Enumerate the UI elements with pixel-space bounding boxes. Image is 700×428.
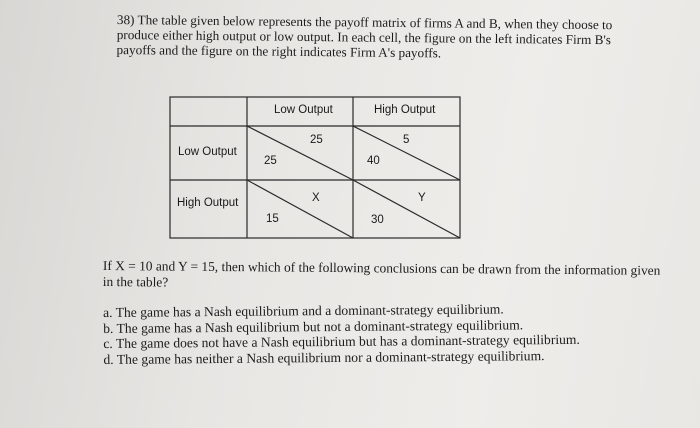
row-header-high-output: High Output bbox=[177, 197, 239, 209]
payoff-matrix bbox=[169, 96, 461, 239]
option-d: d. The game has neither a Nash equilibrium nor a dominant-strategy equilibrium. bbox=[103, 347, 545, 367]
diagonal-line bbox=[353, 180, 460, 238]
col-header-high-output: High Output bbox=[374, 104, 436, 116]
payoff-firm-b: 30 bbox=[371, 214, 384, 226]
option-b: b. The game has a Nash equilibrium but not a dominant-strategy equilibrium. bbox=[103, 316, 524, 336]
payoff-firm-a: X bbox=[312, 192, 320, 204]
question-prompt: If X = 10 and Y = 15, then which of the following conclusions can be drawn from the information given in the table? bbox=[102, 258, 661, 290]
row-header-low-output: Low Output bbox=[178, 146, 237, 158]
payoff-firm-b: 15 bbox=[266, 213, 279, 225]
diagonal-line bbox=[247, 126, 353, 180]
col-header-low-output: Low Output bbox=[274, 104, 333, 116]
payoff-firm-b: 40 bbox=[367, 155, 380, 167]
payoff-firm-b: 25 bbox=[264, 155, 277, 167]
answer-options bbox=[103, 300, 674, 367]
payoff-firm-a: 5 bbox=[403, 134, 410, 146]
option-a: a. The game has a Nash equilibrium and a dominant-strategy equilibrium. bbox=[103, 301, 504, 320]
question-intro: 38) The table given below represents the payoff matrix of firms A and B, when they choose to produce either high output or low output. In each cell, the figure on the left indicates Firm B's payoffs and the figure on the right indicates Firm A's payoffs. bbox=[116, 12, 613, 61]
diagonal-line bbox=[247, 180, 353, 238]
payoff-firm-a: 25 bbox=[310, 134, 323, 146]
option-c: c. The game does not have a Nash equilibrium but has a dominant-strategy equilibrium. bbox=[103, 331, 580, 351]
payoff-matrix-grid bbox=[169, 96, 461, 239]
payoff-firm-a: Y bbox=[418, 192, 426, 204]
